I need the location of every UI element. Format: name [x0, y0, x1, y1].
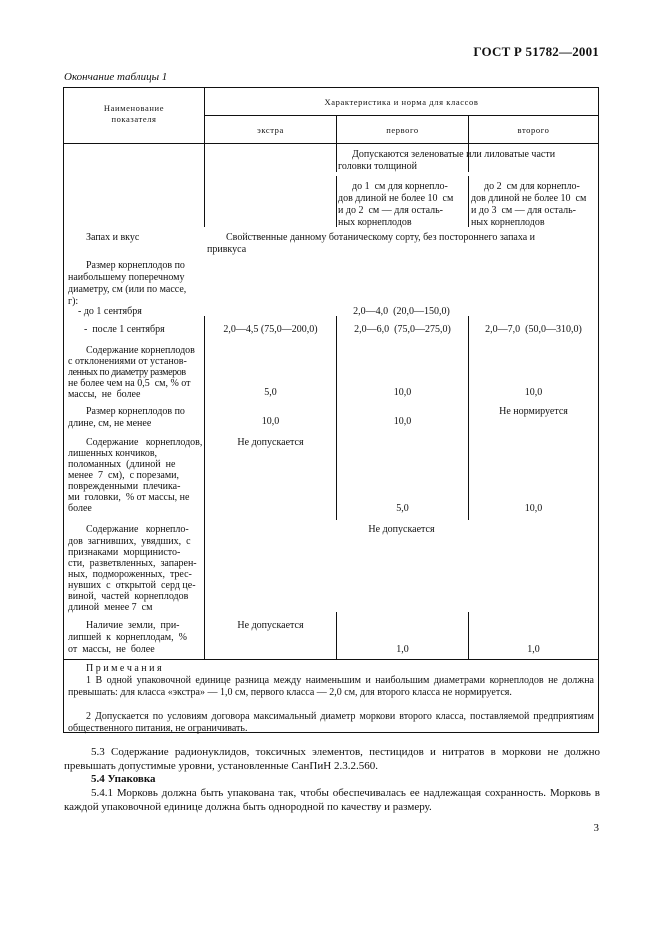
greenish-first-line-1: до 1 см для корнепло-	[352, 181, 448, 192]
standard-header: ГОСТ Р 51782—2001	[473, 44, 599, 59]
wilted-label-line-4: сти, разветвленных, запарен-	[68, 558, 197, 569]
soil-second: 1,0	[527, 644, 540, 655]
size-label-line-4: г):	[68, 296, 79, 307]
broken-label-line-4: менее 7 см), с порезами,	[68, 470, 180, 481]
size-before-label: - до 1 сентября	[78, 306, 142, 317]
deviation-label-line-2: с отклонениями от установ-	[68, 356, 187, 367]
deviation-extra: 5,0	[264, 387, 277, 398]
class-second-header: второго	[517, 125, 550, 135]
col-rule-3-top	[468, 176, 469, 227]
size-label-line-2: наибольшему поперечному	[68, 272, 185, 283]
wilted-label-line-8: длиной менее 7 см	[68, 602, 153, 613]
wilted-label-line-2: дов загнивших, увядших, с	[68, 536, 191, 547]
deviation-label-line-3: ленных по диаметру размеров	[68, 367, 186, 378]
col-rule-3-mid	[468, 316, 469, 520]
broken-label-line-3: поломанных (длиной не	[68, 459, 176, 470]
length-label-line-2: длине, см, не менее	[68, 418, 152, 429]
taste-label: Запах и вкус	[86, 232, 140, 243]
taste-value-line-2: привкуса	[207, 244, 247, 255]
table-continuation-caption: Окончание таблицы 1	[64, 71, 168, 83]
size-after-first: 2,0—6,0 (75,0—275,0)	[354, 324, 451, 335]
length-label-line-1: Размер корнеплодов по	[86, 406, 185, 417]
greenish-first-line-2: дов длиной не более 10 см	[338, 193, 454, 204]
greenish-second-line-3: и до 3 см — для осталь-	[471, 205, 576, 216]
greenish-text-line-2: головки толщиной	[338, 161, 417, 172]
header-rule	[204, 115, 598, 116]
length-extra: 10,0	[261, 416, 280, 427]
taste-value-line-1: Свойственные данному ботаническому сорту, без постороннего запаха и	[226, 232, 536, 243]
broken-label-line-2: лишенных кончиков,	[68, 448, 158, 459]
notes-title: П р и м е ч а н и я	[86, 663, 162, 674]
header-bottom-rule	[64, 143, 598, 144]
page-number: 3	[593, 822, 599, 834]
deviation-label-line-1: Содержание корнеплодов	[86, 345, 195, 356]
wilted-label-line-7: виной, частей корнеплодов	[68, 591, 189, 602]
section-5-3: 5.3 Содержание радионуклидов, токсичных элементов, пестицидов и нитратов в моркови не должно превышать допустимые уровни, установленные СанПиН 2.3.2.560.	[64, 746, 600, 772]
notes-rule	[64, 659, 598, 660]
soil-extra: Не допускается	[237, 620, 304, 631]
broken-label-line-7: более	[68, 503, 92, 514]
greenish-text-line-1: Допускаются зеленоватые или лиловатые части	[352, 149, 556, 160]
class-extra-header: экстра	[257, 125, 284, 135]
broken-first: 5,0	[396, 503, 409, 514]
greenish-first-line-3: и до 2 см — для осталь-	[338, 205, 443, 216]
size-label-line-3: диаметру, см (или по массе,	[68, 284, 187, 295]
soil-label-line-3: от массы, не более	[68, 644, 155, 655]
greenish-second-line-4: ных корнеплодов	[471, 217, 545, 228]
deviation-first: 10,0	[393, 387, 412, 398]
length-first: 10,0	[393, 416, 412, 427]
table-1	[63, 87, 599, 733]
size-after-second: 2,0—7,0 (50,0—310,0)	[485, 324, 582, 335]
deviation-second: 10,0	[524, 387, 543, 398]
section-5-4-heading: 5.4 Упаковка	[91, 773, 156, 785]
broken-second: 10,0	[524, 503, 543, 514]
size-before-value: 2,0—4,0 (20,0—150,0)	[353, 306, 450, 317]
greenish-first-line-4: ных корнеплодов	[338, 217, 412, 228]
deviation-label-line-5: массы, не более	[68, 389, 141, 400]
characteristic-header: Характеристика и норма для классов	[324, 97, 479, 107]
wilted-value: Не допускается	[368, 524, 435, 535]
note-1: 1 В одной упаковочной единице разница между наименьшим и наибольшим диаметрами корнеплодов не должна превышать: для класса «экстра» — 1,0 см, первого класса — 2,0 см, для второго класса не нормируется.	[68, 675, 594, 698]
col-rule-1-body	[204, 316, 205, 659]
soil-label-line-2: липшей к корнеплодам, %	[68, 632, 187, 643]
col-rule-2-top	[336, 176, 337, 227]
deviation-label-line-4: не более чем на 0,5 см, % от	[68, 378, 191, 389]
soil-label-line-1: Наличие земли, при-	[86, 620, 180, 631]
wilted-label-line-3: признаками морщинисто-	[68, 547, 181, 558]
indicator-header-line-2: показателя	[111, 114, 157, 124]
note-2: 2 Допускается по условиям договора максимальный диаметр моркови второго класса, поставляемой предприятиям общественного питания, не ограничивать.	[68, 711, 594, 734]
broken-label-line-6: ми головки, % от массы, не	[68, 492, 190, 503]
col-rule-1-top	[204, 143, 205, 227]
broken-extra: Не допускается	[237, 437, 304, 448]
length-second: Не нормируется	[499, 406, 568, 417]
size-label-line-1: Размер корнеплодов по	[86, 260, 185, 271]
greenish-second-line-1: до 2 см для корнепло-	[484, 181, 580, 192]
greenish-second-line-2: дов длиной не более 10 см	[471, 193, 587, 204]
soil-first: 1,0	[396, 644, 409, 655]
size-after-label: - после 1 сентября	[84, 324, 165, 335]
wilted-label-line-6: нувших с открытой серд це-	[68, 580, 196, 591]
broken-label-line-1: Содержание корнеплодов,	[86, 437, 203, 448]
wilted-label-line-1: Содержание корнепло-	[86, 524, 189, 535]
class-first-header: первого	[386, 125, 419, 135]
section-5-4-1: 5.4.1 Морковь должна быть упакована так, чтобы обеспечивалась ее надлежащая сохранность. Морковь в каждой упаковочной единице должна быть однородной по качеству и размеру.	[64, 787, 600, 813]
wilted-label-line-5: ных, подмороженных, трес-	[68, 569, 192, 580]
broken-label-line-5: поврежденными плечика-	[68, 481, 181, 492]
size-after-extra: 2,0—4,5 (75,0—200,0)	[223, 324, 318, 335]
indicator-header-line-1: Наименование	[103, 103, 165, 113]
